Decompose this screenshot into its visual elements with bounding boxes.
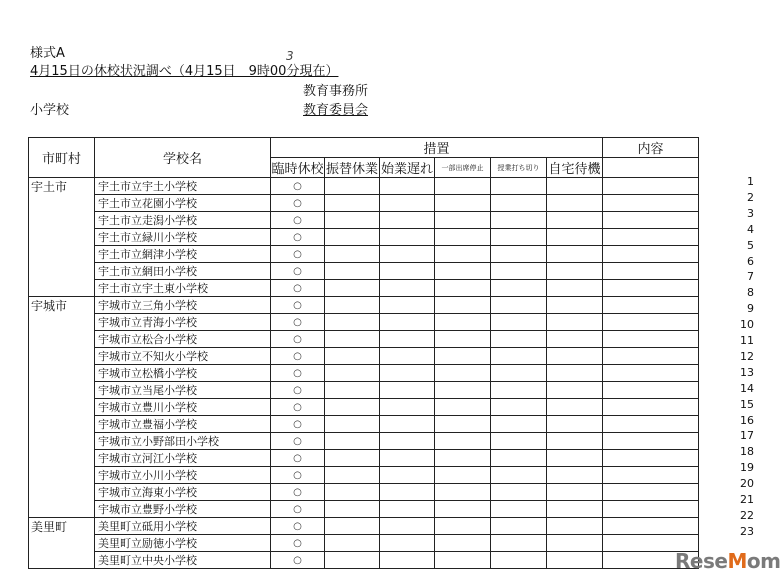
measure-cell: [325, 433, 380, 450]
table-row: [29, 280, 699, 297]
school-name-cell: 美里町立砥用小学校: [95, 518, 271, 535]
table-row: [29, 348, 699, 365]
temp-closure-mark-cell: ○: [271, 280, 325, 297]
temp-closure-mark-cell: ○: [271, 382, 325, 399]
measure-cell: [380, 246, 435, 263]
resemom-logo: ReseMom: [675, 549, 781, 573]
measure-cell: [435, 382, 491, 399]
row-number: 9: [747, 302, 754, 316]
measure-cell: [325, 535, 380, 552]
temp-closure-mark-cell: ○: [271, 229, 325, 246]
measure-cell: [435, 433, 491, 450]
contents-cell: [603, 450, 699, 467]
measure-cell: [435, 331, 491, 348]
contents-cell: [603, 416, 699, 433]
closure-table: [28, 137, 699, 569]
contents-cell: [603, 314, 699, 331]
temp-closure-mark-cell: ○: [271, 535, 325, 552]
measure-cell: [325, 212, 380, 229]
measure-cell: [491, 263, 547, 280]
handwritten-mark: 3: [286, 49, 294, 63]
table-row: [29, 263, 699, 280]
temp-closure-mark-cell: ○: [271, 178, 325, 195]
school-name-cell: 宇土市立網津小学校: [95, 246, 271, 263]
temp-closure-mark-cell: ○: [271, 263, 325, 280]
measure-cell: [547, 365, 603, 382]
measure-cell: [435, 246, 491, 263]
measure-cell: [435, 399, 491, 416]
school-name-cell: 宇城市立青海小学校: [95, 314, 271, 331]
temp-closure-mark-cell: ○: [271, 416, 325, 433]
measure-cell: [491, 314, 547, 331]
measure-cell: [380, 552, 435, 569]
row-number: 13: [740, 365, 754, 379]
measure-cell: [380, 229, 435, 246]
header-measure-late-start: 始業遅れ: [380, 158, 435, 178]
measure-cell: [380, 467, 435, 484]
contents-cell: [603, 399, 699, 416]
measure-cell: [325, 382, 380, 399]
measure-cell: [325, 484, 380, 501]
measure-cell: [380, 416, 435, 433]
measure-cell: [435, 297, 491, 314]
table-row: [29, 212, 699, 229]
table-row: [29, 297, 699, 314]
measure-cell: [491, 416, 547, 433]
measure-cell: [547, 246, 603, 263]
measure-cell: [491, 280, 547, 297]
page-title: 4月15日の休校状況調べ（4月15日 9時00分現在）: [30, 64, 339, 79]
measure-cell: [547, 280, 603, 297]
school-name-cell: 宇城市立海東小学校: [95, 484, 271, 501]
table-row: [29, 416, 699, 433]
measure-cell: [380, 263, 435, 280]
measure-cell: [380, 297, 435, 314]
temp-closure-mark-cell: ○: [271, 399, 325, 416]
measure-cell: [491, 484, 547, 501]
measure-cell: [325, 314, 380, 331]
measure-cell: [325, 348, 380, 365]
contents-cell: [603, 297, 699, 314]
measure-cell: [435, 263, 491, 280]
school-name-cell: 美里町立励徳小学校: [95, 535, 271, 552]
school-name-cell: 宇土市立網田小学校: [95, 263, 271, 280]
table-row: [29, 229, 699, 246]
measure-cell: [380, 382, 435, 399]
form-label: 様式A: [30, 46, 65, 61]
measure-cell: [435, 518, 491, 535]
measure-cell: [380, 501, 435, 518]
measure-cell: [547, 263, 603, 280]
measure-cell: [325, 399, 380, 416]
table-row: [29, 314, 699, 331]
board-name: 教育委員会: [303, 103, 369, 118]
measure-cell: [325, 331, 380, 348]
measure-cell: [325, 246, 380, 263]
row-number: 2: [747, 190, 754, 204]
school-name-cell: 宇城市立松合小学校: [95, 331, 271, 348]
table-row: [29, 433, 699, 450]
measure-cell: [547, 433, 603, 450]
temp-closure-mark-cell: ○: [271, 501, 325, 518]
measure-cell: [380, 484, 435, 501]
measure-cell: [491, 382, 547, 399]
contents-cell: [603, 467, 699, 484]
header-measure-home-standby: 自宅待機: [547, 158, 603, 178]
school-name-cell: 宇城市立三角小学校: [95, 297, 271, 314]
temp-closure-mark-cell: ○: [271, 212, 325, 229]
measure-cell: [435, 229, 491, 246]
measure-cell: [491, 535, 547, 552]
measure-cell: [547, 382, 603, 399]
measure-cell: [435, 195, 491, 212]
measure-cell: [491, 229, 547, 246]
measure-cell: [435, 467, 491, 484]
measure-cell: [547, 484, 603, 501]
header-measure-temp-closure: 臨時休校: [271, 158, 325, 178]
measure-cell: [435, 178, 491, 195]
temp-closure-mark-cell: ○: [271, 484, 325, 501]
row-number: 19: [740, 461, 754, 475]
measure-cell: [547, 501, 603, 518]
measure-cell: [380, 518, 435, 535]
table-row: [29, 467, 699, 484]
table-row: [29, 399, 699, 416]
measure-cell: [547, 416, 603, 433]
temp-closure-mark-cell: ○: [271, 433, 325, 450]
header-measure-substitute-holiday: 振替休業: [325, 158, 380, 178]
measure-cell: [325, 552, 380, 569]
measure-cell: [547, 518, 603, 535]
measure-cell: [547, 552, 603, 569]
school-name-cell: 宇土市立花園小学校: [95, 195, 271, 212]
header-measures: 措置: [271, 138, 603, 158]
measure-cell: [325, 450, 380, 467]
table-row: [29, 365, 699, 382]
measure-cell: [435, 450, 491, 467]
measure-cell: [491, 467, 547, 484]
header-contents: 内容: [603, 138, 699, 158]
measure-cell: [380, 331, 435, 348]
measure-cell: [325, 178, 380, 195]
measure-cell: [491, 195, 547, 212]
measure-cell: [325, 467, 380, 484]
row-number: 17: [740, 429, 754, 443]
measure-cell: [435, 365, 491, 382]
school-name-cell: 宇城市立豊川小学校: [95, 399, 271, 416]
table-row: [29, 246, 699, 263]
measure-cell: [491, 331, 547, 348]
measure-cell: [325, 501, 380, 518]
table-row: [29, 178, 699, 195]
measure-cell: [547, 450, 603, 467]
measure-cell: [325, 365, 380, 382]
row-number: 3: [747, 206, 754, 220]
school-name-cell: 宇城市立豊福小学校: [95, 416, 271, 433]
measure-cell: [325, 280, 380, 297]
measure-cell: [547, 467, 603, 484]
measure-cell: [380, 178, 435, 195]
measure-cell: [380, 212, 435, 229]
table-row: [29, 484, 699, 501]
temp-closure-mark-cell: ○: [271, 552, 325, 569]
measure-cell: [325, 416, 380, 433]
header-school-name: 学校名: [95, 138, 271, 178]
measure-cell: [491, 552, 547, 569]
header-measure-partial-suspension: 一部出席停止: [435, 158, 491, 178]
measure-cell: [491, 246, 547, 263]
table-row: [29, 331, 699, 348]
contents-cell: [603, 382, 699, 399]
temp-closure-mark-cell: ○: [271, 195, 325, 212]
row-number: 15: [740, 397, 754, 411]
measure-cell: [380, 433, 435, 450]
contents-cell: [603, 263, 699, 280]
measure-cell: [491, 450, 547, 467]
table-row: [29, 552, 699, 569]
measure-cell: [491, 399, 547, 416]
measure-cell: [547, 314, 603, 331]
measure-cell: [491, 178, 547, 195]
measure-cell: [435, 484, 491, 501]
temp-closure-mark-cell: ○: [271, 246, 325, 263]
header-municipality: 市町村: [29, 138, 95, 178]
school-name-cell: 宇土市立宇土東小学校: [95, 280, 271, 297]
table-row: [29, 501, 699, 518]
contents-cell: [603, 484, 699, 501]
school-name-cell: 宇土市立宇土小学校: [95, 178, 271, 195]
temp-closure-mark-cell: ○: [271, 348, 325, 365]
contents-cell: [603, 212, 699, 229]
school-name-cell: 宇土市立緑川小学校: [95, 229, 271, 246]
school-name-cell: 宇城市立豊野小学校: [95, 501, 271, 518]
row-number: 21: [740, 493, 754, 506]
school-name-cell: 宇城市立不知火小学校: [95, 348, 271, 365]
measure-cell: [325, 297, 380, 314]
school-name-cell: 宇城市立小川小学校: [95, 467, 271, 484]
measure-cell: [380, 399, 435, 416]
row-number: 12: [740, 349, 754, 363]
row-number: 16: [740, 413, 754, 427]
measure-cell: [380, 348, 435, 365]
row-number: 5: [747, 238, 754, 252]
temp-closure-mark-cell: ○: [271, 467, 325, 484]
measure-cell: [435, 501, 491, 518]
temp-closure-mark-cell: ○: [271, 365, 325, 382]
temp-closure-mark-cell: ○: [271, 518, 325, 535]
measure-cell: [491, 501, 547, 518]
contents-cell: [603, 501, 699, 518]
measure-cell: [380, 365, 435, 382]
measure-cell: [380, 314, 435, 331]
contents-cell: [603, 195, 699, 212]
measure-cell: [380, 535, 435, 552]
measure-cell: [325, 518, 380, 535]
row-number: 22: [740, 508, 754, 522]
header-contents-blank: [603, 158, 699, 178]
measure-cell: [491, 433, 547, 450]
contents-cell: [603, 280, 699, 297]
office-name: 教育事務所: [303, 84, 369, 99]
measure-cell: [547, 331, 603, 348]
school-name-cell: 宇城市立河江小学校: [95, 450, 271, 467]
school-name-cell: 美里町立中央小学校: [95, 552, 271, 569]
measure-cell: [491, 348, 547, 365]
table-row: [29, 518, 699, 535]
row-number: 11: [740, 334, 754, 347]
table-row: [29, 535, 699, 552]
municipality-cell: 美里町: [29, 518, 95, 569]
table-row: [29, 450, 699, 467]
measure-cell: [491, 365, 547, 382]
school-name-cell: 宇城市立松橋小学校: [95, 365, 271, 382]
measure-cell: [435, 280, 491, 297]
measure-cell: [547, 535, 603, 552]
school-type: 小学校: [30, 103, 70, 118]
contents-cell: [603, 246, 699, 263]
measure-cell: [435, 314, 491, 331]
measure-cell: [547, 348, 603, 365]
measure-cell: [547, 212, 603, 229]
measure-cell: [435, 535, 491, 552]
header-measure-class-cutoff: 授業打ち切り: [491, 158, 547, 178]
measure-cell: [435, 212, 491, 229]
contents-cell: [603, 365, 699, 382]
measure-cell: [380, 450, 435, 467]
temp-closure-mark-cell: ○: [271, 314, 325, 331]
measure-cell: [325, 263, 380, 280]
table-row: [29, 382, 699, 399]
measure-cell: [491, 518, 547, 535]
row-number: 6: [747, 254, 754, 268]
municipality-cell: 宇土市: [29, 178, 95, 297]
measure-cell: [547, 297, 603, 314]
row-number: 14: [740, 381, 754, 395]
measure-cell: [491, 297, 547, 314]
measure-cell: [325, 195, 380, 212]
measure-cell: [547, 399, 603, 416]
temp-closure-mark-cell: ○: [271, 297, 325, 314]
contents-cell: [603, 178, 699, 195]
measure-cell: [380, 195, 435, 212]
municipality-cell: 宇城市: [29, 297, 95, 518]
contents-cell: [603, 518, 699, 535]
temp-closure-mark-cell: ○: [271, 450, 325, 467]
school-name-cell: 宇城市立当尾小学校: [95, 382, 271, 399]
contents-cell: [603, 229, 699, 246]
row-number: 23: [740, 524, 754, 538]
measure-cell: [435, 348, 491, 365]
row-number: 10: [740, 318, 754, 332]
school-name-cell: 宇土市立走潟小学校: [95, 212, 271, 229]
temp-closure-mark-cell: ○: [271, 331, 325, 348]
contents-cell: [603, 433, 699, 450]
measure-cell: [547, 229, 603, 246]
row-number: 20: [740, 477, 754, 491]
measure-cell: [325, 229, 380, 246]
school-name-cell: 宇城市立小野部田小学校: [95, 433, 271, 450]
row-number: 7: [747, 270, 754, 284]
measure-cell: [547, 195, 603, 212]
measure-cell: [547, 178, 603, 195]
row-number: 18: [740, 445, 754, 459]
contents-cell: [603, 348, 699, 365]
contents-cell: [603, 331, 699, 348]
row-number: 8: [747, 286, 754, 300]
row-number: 4: [747, 222, 754, 236]
measure-cell: [491, 212, 547, 229]
measure-cell: [380, 280, 435, 297]
measure-cell: [435, 552, 491, 569]
row-number: 1: [747, 175, 754, 188]
measure-cell: [435, 416, 491, 433]
table-row: [29, 195, 699, 212]
